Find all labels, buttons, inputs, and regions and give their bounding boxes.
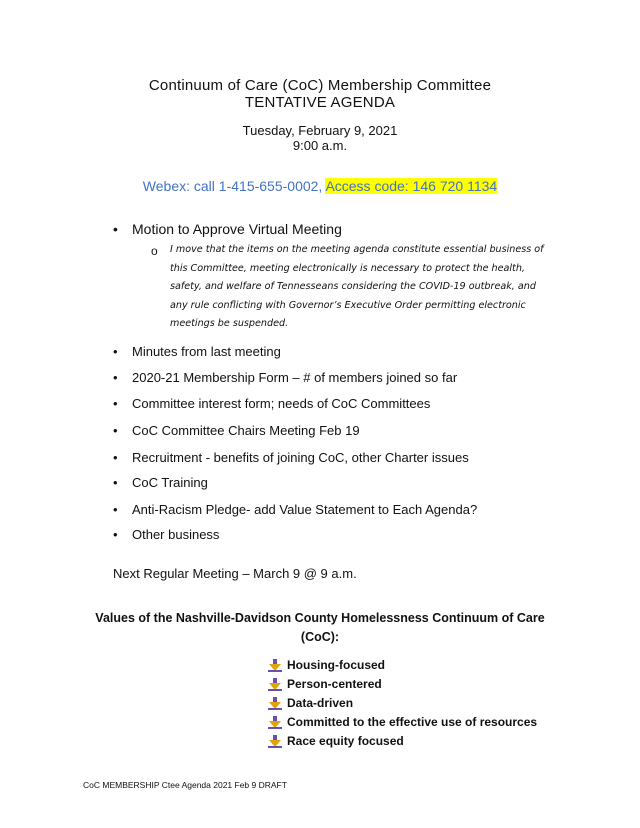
agenda-item-label: Recruitment - benefits of joining CoC, other Charter issues: [132, 450, 469, 465]
webex-call-text: Webex: call 1-415-655-0002,: [142, 178, 326, 194]
meeting-time: 9:00 a.m.: [292, 138, 348, 153]
arrow-down-bullet-icon: [268, 735, 282, 748]
meeting-date: Tuesday, February 9, 2021: [242, 123, 398, 138]
agenda-item-label: Anti-Racism Pledge- add Value Statement to Each Agenda?: [132, 502, 478, 517]
sub-bullet-icon: o: [151, 244, 158, 258]
bullet-icon: •: [113, 370, 118, 385]
agenda-item-label: Other business: [132, 527, 220, 542]
values-heading-line: Values of the Nashville-Davidson County Homelessness Continuum of Care: [95, 611, 545, 625]
webex-line: [0, 178, 640, 194]
agenda-item-label: Motion to Approve Virtual Meeting: [132, 221, 342, 237]
value-label: Housing-focused: [287, 658, 385, 672]
bullet-icon: •: [113, 502, 118, 517]
motion-text: [170, 241, 560, 334]
arrow-down-bullet-icon: [268, 697, 282, 710]
bullet-icon: •: [113, 450, 118, 465]
page-subtitle: TENTATIVE AGENDA: [244, 94, 396, 111]
motion-line: this Committee, meeting electronically is necessary to protect the health,: [170, 262, 525, 274]
value-label: Data-driven: [287, 696, 354, 710]
bullet-icon: •: [113, 423, 118, 438]
value-label: Committed to the effective use of resources: [287, 715, 538, 729]
bullet-icon: •: [113, 527, 118, 542]
motion-line: I move that the items on the meeting agenda constitute essential business of: [170, 244, 544, 255]
values-heading-line: (CoC):: [300, 630, 340, 644]
arrow-down-bullet-icon: [268, 678, 282, 691]
agenda-item-label: CoC Committee Chairs Meeting Feb 19: [132, 423, 360, 438]
page-title: Continuum of Care (CoC) Membership Committee: [148, 77, 492, 94]
value-label: Person-centered: [287, 677, 382, 691]
bullet-icon: •: [113, 344, 118, 359]
agenda-item-label: 2020-21 Membership Form – # of members joined so far: [132, 370, 458, 385]
next-meeting: Next Regular Meeting – March 9 @ 9 a.m.: [113, 566, 357, 581]
motion-line: meetings be suspended.: [170, 318, 289, 329]
bullet-icon: •: [113, 221, 118, 237]
motion-line: any rule conflicting with Governor’s Executive Order permitting electronic: [170, 299, 526, 311]
motion-line: safety, and welfare of Tennesseans considering the COVID-19 outbreak, and: [170, 281, 536, 292]
value-label: Race equity focused: [287, 734, 404, 748]
agenda-item-label: CoC Training: [132, 475, 208, 490]
webex-access-code: Access code: 146 720 1134: [325, 178, 498, 194]
agenda-item-label: Minutes from last meeting: [132, 344, 281, 359]
values-heading: [0, 609, 640, 647]
arrow-down-bullet-icon: [268, 659, 282, 672]
bullet-icon: •: [113, 396, 118, 411]
arrow-down-bullet-icon: [268, 716, 282, 729]
bullet-icon: •: [113, 475, 118, 490]
page-footer: CoC MEMBERSHIP Ctee Agenda 2021 Feb 9 DRAFT: [83, 780, 287, 790]
agenda-item-label: Committee interest form; needs of CoC Committees: [132, 396, 431, 411]
